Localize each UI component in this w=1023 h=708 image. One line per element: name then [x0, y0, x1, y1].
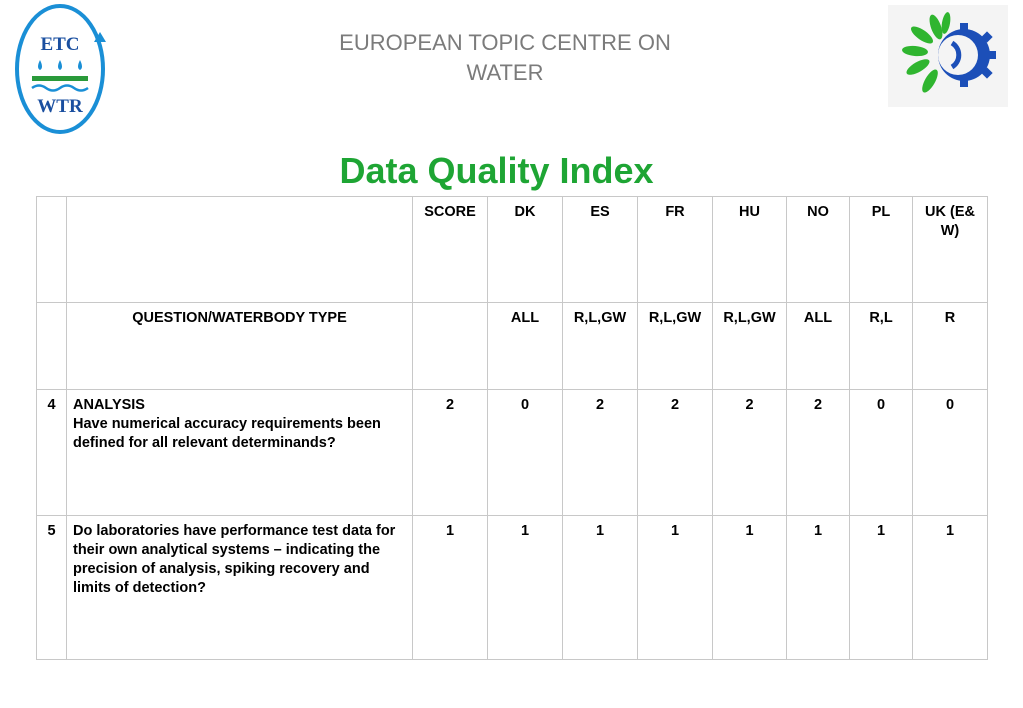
column-header-no: NO — [787, 197, 850, 303]
score-cell: 2 — [787, 390, 850, 516]
type-cell: R,L — [850, 303, 913, 390]
column-header-hu: HU — [713, 197, 787, 303]
score-cell: 0 — [488, 390, 563, 516]
score-cell: 2 — [413, 390, 488, 516]
eea-logo — [888, 5, 1008, 107]
column-header-uk: UK (E&W) — [913, 197, 988, 303]
type-cell: R,L,GW — [638, 303, 713, 390]
score-cell: 1 — [638, 516, 713, 660]
column-header-pl: PL — [850, 197, 913, 303]
score-cell: 1 — [413, 516, 488, 660]
type-cell: R,L,GW — [713, 303, 787, 390]
type-cell: ALL — [787, 303, 850, 390]
empty-cell — [37, 197, 67, 303]
column-header-fr: FR — [638, 197, 713, 303]
waterbody-type-row — [37, 303, 988, 390]
score-cell: 1 — [488, 516, 563, 660]
column-header-score: SCORE — [413, 197, 488, 303]
question-cell — [67, 390, 413, 516]
logo-left-bottom-text: WTR — [37, 96, 83, 117]
table-row — [37, 390, 988, 516]
question-heading: ANALYSIS — [73, 397, 145, 413]
type-cell: ALL — [488, 303, 563, 390]
organisation-title-line-2: WATER — [466, 60, 544, 85]
logo-left-top-text: ETC — [40, 34, 80, 55]
waterbody-type-label: QUESTION/WATERBODY TYPE — [67, 303, 413, 390]
type-cell: R — [913, 303, 988, 390]
table-header-row — [37, 197, 988, 303]
organisation-title — [290, 28, 720, 88]
score-cell: 1 — [713, 516, 787, 660]
empty-cell — [37, 303, 67, 390]
question-text: Have numerical accuracy requirements been defined for all relevant determinands? — [73, 416, 381, 451]
question-text: Do laboratories have performance test data for their own analytical systems – indicating the precision of analysis, spiking recovery and limits of detection? — [73, 523, 396, 596]
organisation-title-line-1: EUROPEAN TOPIC CENTRE ON — [339, 30, 671, 55]
score-cell: 0 — [913, 390, 988, 516]
score-cell: 0 — [850, 390, 913, 516]
data-quality-table — [36, 196, 988, 660]
score-cell: 2 — [713, 390, 787, 516]
score-cell: 1 — [563, 516, 638, 660]
type-cell: R,L,GW — [563, 303, 638, 390]
column-header-dk: DK — [488, 197, 563, 303]
etc-wtr-logo — [14, 2, 110, 136]
score-cell: 2 — [563, 390, 638, 516]
question-cell — [67, 516, 413, 660]
score-cell: 2 — [638, 390, 713, 516]
empty-cell — [67, 197, 413, 303]
row-number: 5 — [37, 516, 67, 660]
score-cell: 1 — [913, 516, 988, 660]
row-number: 4 — [37, 390, 67, 516]
type-cell — [413, 303, 488, 390]
table-row — [37, 516, 988, 660]
score-cell: 1 — [850, 516, 913, 660]
score-cell: 1 — [787, 516, 850, 660]
page-title: Data Quality Index — [339, 150, 654, 191]
column-header-es: ES — [563, 197, 638, 303]
